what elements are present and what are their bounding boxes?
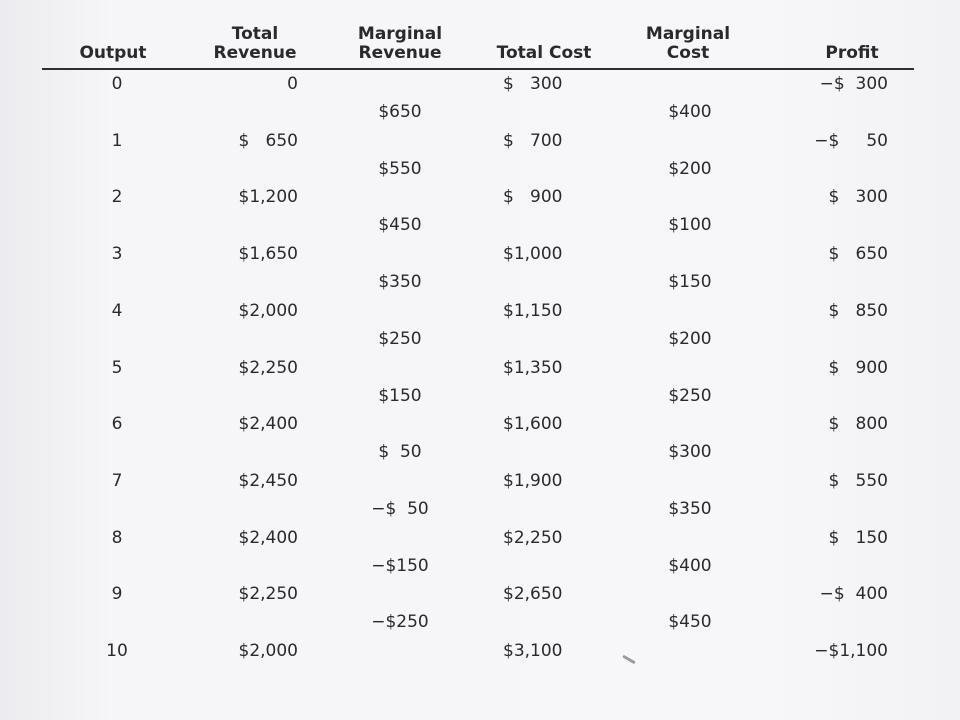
cell-profit: $ 300: [828, 187, 888, 207]
scan-mark: [622, 655, 636, 665]
cell-total-revenue: $2,400: [238, 528, 298, 548]
cell-marginal-revenue: −$250: [371, 612, 429, 632]
cell-profit: $ 900: [828, 358, 888, 378]
cell-profit: $ 800: [828, 414, 888, 434]
cell-marginal-revenue: $350: [378, 272, 422, 292]
cell-marginal-cost: $400: [668, 102, 712, 122]
cell-total-cost: $2,250: [503, 528, 563, 548]
header-marginal-revenue-line1: Marginal: [357, 24, 443, 44]
header-marginal-cost-line2: Cost: [666, 43, 710, 63]
header-marginal-cost-line1: Marginal: [645, 24, 731, 44]
cell-total-revenue: $2,000: [238, 301, 298, 321]
cell-marginal-revenue: $450: [378, 215, 422, 235]
cell-marginal-cost: $450: [668, 612, 712, 632]
cell-total-cost: $1,900: [503, 471, 563, 491]
cell-profit: −$1,100: [814, 641, 888, 661]
cell-output: 9: [111, 584, 123, 604]
cell-marginal-revenue: $ 50: [378, 442, 422, 462]
header-total-revenue-line1: Total: [231, 24, 279, 44]
cell-total-cost: $ 900: [503, 187, 563, 207]
cell-output: 6: [111, 414, 123, 434]
cell-marginal-cost: $200: [668, 329, 712, 349]
cell-total-cost: $1,150: [503, 301, 563, 321]
cell-marginal-cost: $350: [668, 499, 712, 519]
header-marginal-revenue-line2: Revenue: [358, 43, 442, 63]
cell-profit: −$ 50: [814, 131, 888, 151]
header-output-label: Output: [79, 43, 147, 63]
cell-output: 10: [106, 641, 128, 661]
cell-total-revenue: $2,250: [238, 358, 298, 378]
cell-output: 7: [111, 471, 123, 491]
cell-marginal-revenue: $150: [378, 386, 422, 406]
cell-marginal-revenue: $250: [378, 329, 422, 349]
header-profit-label: Profit: [825, 43, 879, 63]
header-total-cost: [478, 44, 610, 63]
cell-marginal-revenue: −$150: [371, 556, 429, 576]
cell-total-revenue: $1,200: [238, 187, 298, 207]
cell-total-revenue: $2,450: [238, 471, 298, 491]
cell-total-cost: $1,600: [503, 414, 563, 434]
cell-profit: $ 550: [828, 471, 888, 491]
cell-marginal-revenue: $550: [378, 159, 422, 179]
header-profit: [800, 44, 904, 63]
cell-profit: $ 650: [828, 244, 888, 264]
cell-total-revenue: $2,000: [238, 641, 298, 661]
cell-marginal-cost: $150: [668, 272, 712, 292]
cell-total-cost: $1,000: [503, 244, 563, 264]
header-total-revenue: [195, 25, 315, 63]
cell-output: 0: [111, 74, 123, 94]
cell-total-cost: $1,350: [503, 358, 563, 378]
header-output: [58, 44, 168, 63]
cell-profit: $ 850: [828, 301, 888, 321]
header-marginal-cost: [628, 25, 748, 63]
cell-output: 5: [111, 358, 123, 378]
cell-total-revenue: $2,400: [238, 414, 298, 434]
cell-marginal-revenue: −$ 50: [371, 499, 429, 519]
cell-output: 8: [111, 528, 123, 548]
cell-output: 3: [111, 244, 123, 264]
cell-output: 2: [111, 187, 123, 207]
cell-output: 1: [111, 131, 123, 151]
cell-total-cost: $2,650: [503, 584, 563, 604]
header-marginal-revenue: [335, 25, 465, 63]
cell-total-revenue: $1,650: [238, 244, 298, 264]
cell-total-cost: $ 700: [503, 131, 563, 151]
cell-profit: −$ 300: [819, 74, 888, 94]
header-total-revenue-line2: Revenue: [213, 43, 297, 63]
cell-output: 4: [111, 301, 123, 321]
cell-total-cost: $3,100: [503, 641, 563, 661]
cell-marginal-cost: $400: [668, 556, 712, 576]
cell-total-revenue: 0: [287, 74, 298, 94]
cell-marginal-cost: $200: [668, 159, 712, 179]
cell-profit: −$ 400: [819, 584, 888, 604]
cell-profit: $ 150: [828, 528, 888, 548]
cell-total-revenue: $ 650: [238, 131, 298, 151]
cell-marginal-cost: $300: [668, 442, 712, 462]
cell-marginal-cost: $250: [668, 386, 712, 406]
cell-total-revenue: $2,250: [238, 584, 298, 604]
cell-marginal-cost: $100: [668, 215, 712, 235]
header-total-cost-label: Total Cost: [496, 43, 592, 63]
cell-total-cost: $ 300: [503, 74, 563, 94]
header-rule: [42, 68, 914, 70]
cell-marginal-revenue: $650: [378, 102, 422, 122]
